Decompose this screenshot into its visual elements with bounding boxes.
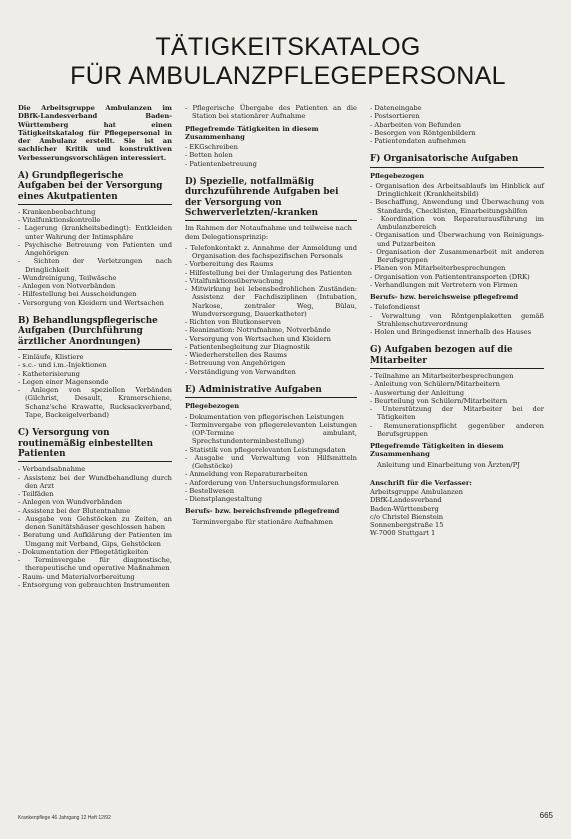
list-item: - Patientenbetreuung xyxy=(185,160,357,168)
list-item: - Vitalfunktionskontrolle xyxy=(18,216,172,224)
list-item: - s.c.- und i.m.-Injektionen xyxy=(18,361,172,369)
list-item: - Teilnahme an Mitarbeiterbesprechungen xyxy=(370,372,544,380)
section-g-list xyxy=(370,372,544,438)
list-item: - Ausgabe und Verwaltung von Hilfsmitteln (Gehstöcke) xyxy=(185,454,357,471)
list-item: - Beratung und Aufklärung der Patienten im Umgang mit Verband, Gips, Gehstöcken xyxy=(18,531,172,548)
section-c-list xyxy=(18,465,172,589)
journal-footer: Krankenpflege 46 Jahrgang 12 Heft 12/92 xyxy=(18,815,111,821)
list-item: - Anmeldung von Reparaturarbeiten xyxy=(185,470,357,478)
section-a-heading: A) Grundpflegerische Aufgaben bei der Versorgung eines Akutpatienten xyxy=(18,171,172,205)
list-item: - Terminvergabe von pflegerelevanten Leistungen (OP-Termine ambulant, Sprechstundenterminbestellung) xyxy=(185,421,357,446)
section-b-list xyxy=(18,353,172,419)
list-item: - Anleitung von Schülern/Mitarbeitern xyxy=(370,380,544,388)
list-item: - Wundreinigung, Teilwäsche xyxy=(18,274,172,282)
section-g-sub-2: Pflegefremde Tätigkeiten in diesem Zusammenhang xyxy=(370,442,504,459)
list-item: - Statistik von pflegerelevanten Leistungsdaten xyxy=(185,446,357,454)
list-item: - Entsorgung von gebrauchten Instrumenten xyxy=(18,581,172,589)
list-item: - Verständigung von Verwandten xyxy=(185,368,357,376)
list-item: - Hilfestellung bei Ausscheidungen xyxy=(18,290,172,298)
address-line: W-7000 Stuttgart 1 xyxy=(370,529,436,538)
column-2 xyxy=(185,104,357,528)
list-item: - Koordination von Reparaturausführung im Ambulanzbereich xyxy=(370,215,544,232)
list-item: - Wiederherstellen des Raums xyxy=(185,351,357,359)
page-number: 665 xyxy=(539,811,553,820)
section-f-heading: F) Organisatorische Aufgaben xyxy=(370,154,544,167)
list-item: - Terminvergabe für diagnostische, therapeutische und operative Maßnahmen xyxy=(18,556,172,573)
list-item: - Telefonkontakt z. Annahme der Anmeldung und Organisation des fachspezifischen Personals xyxy=(185,244,357,261)
list-item: - Planen von Mitarbeiterbesprechungen xyxy=(370,264,544,272)
list-item: - Anlegen von speziellen Verbänden (Gilchrist, Desault, Kramerschiene, Schanz'sche Krawatte, Rucksackverband, Tape, Backeigelverband) xyxy=(18,386,172,419)
intro-paragraph: Die Arbeitsgruppe Ambulanzen im DBfK-Landesverband Baden-Württemberg hat einen Tätigkeitskatalog für Pflegepersonal in der Ambulanz erstellt. Sie ist an sachlicher Kritik und konstruktiven Verbesserungsvorschlägen interessiert. xyxy=(18,104,172,162)
list-item: - Dokumentation von pflegerischen Leistungen xyxy=(185,413,357,421)
list-item: - Postsortieren xyxy=(370,112,544,120)
section-f-sub-2: Berufs- bzw. bereichsweise pflegefremd xyxy=(370,293,519,302)
list-item: - Verwaltung von Röntgenplaketten gemäß Strahlenschutzverordnung xyxy=(370,312,544,329)
list-item: - Psychische Betreuung von Patienten und Angehörigen xyxy=(18,241,172,258)
list-item: - Richten von Blutkonserven xyxy=(185,318,357,326)
list-item: - Katheterisierung xyxy=(18,370,172,378)
section-f-list-2 xyxy=(370,303,544,336)
list-item: - Organisation von Patiententransporten (DRK) xyxy=(370,273,544,281)
author-address xyxy=(370,479,544,538)
list-item: Anleitung und Einarbeitung von Ärzten/PJ xyxy=(377,460,520,469)
list-item: - Anlegen von Wundverbänden xyxy=(18,498,172,506)
list-item: - Dienstplangestaltung xyxy=(185,495,357,503)
section-e-list-1 xyxy=(185,413,357,504)
section-d-list xyxy=(185,244,357,376)
list-item: - Teilfäden xyxy=(18,490,172,498)
list-item: - Besorgen von Röntgenbildern xyxy=(370,129,544,137)
author-address-heading: Anschrift für die Verfasser: xyxy=(370,478,472,487)
section-g-list-2 xyxy=(370,461,544,469)
list-item: - Remunerationspflicht gegenüber anderen Berufsgruppen xyxy=(370,422,544,439)
section-b-heading: B) Behandlungspflegerische Aufgaben (Durchführung ärztlicher Anordnungen) xyxy=(18,316,172,350)
list-item: - Mitwirkung bei lebensbedrohlichen Zuständen: Assistenz der Fachdisziplinen (Intubation, Narkose, zentraler Weg, Bülau, Wundversorgung, Dauerkatheter) xyxy=(185,285,357,318)
title-line-2: FÜR AMBULANZPFLEGEPERSONAL xyxy=(70,62,506,90)
list-item: - Unterstützung der Mitarbeiter bei der Tätigkeiten xyxy=(370,405,544,422)
page-title xyxy=(28,33,548,91)
section-c-heading: C) Versorgung von routinemäßig einbestellten Patienten xyxy=(18,428,172,462)
list-item: - Legen einer Magensonde xyxy=(18,378,172,386)
list-item: - Abarbeiten von Befunden xyxy=(370,121,544,129)
list-item: - Vitalfunktionsüberwachung xyxy=(185,277,357,285)
address-line: Arbeitsgruppe Ambulanzen xyxy=(370,488,463,497)
list-item: - Raum- und Materialvorbereitung xyxy=(18,573,172,581)
list-item: - Dateneingabe xyxy=(370,104,544,112)
list-item: - Patientendaten aufnehmen xyxy=(370,137,544,145)
list-item: - Vorbereitung des Raums xyxy=(185,260,357,268)
list-item: - Organisation der Zusammenarbeit mit anderen Berufsgruppen xyxy=(370,248,544,265)
column-3 xyxy=(370,104,544,538)
list-item: - Sichten der Verletzungen nach Dringlichkeit xyxy=(18,257,172,274)
address-line: DBfK-Landesverband xyxy=(370,496,442,505)
list-item: - Anforderung von Untersuchungsformularen xyxy=(185,479,357,487)
list-item: - Verbandsabnahme xyxy=(18,465,172,473)
column-2-continued-list xyxy=(185,104,357,121)
list-item: - Versorgung von Kleidern und Wertsachen xyxy=(18,299,172,307)
section-d-lead: Im Rahmen der Notaufnahme und teilweise nach dem Delegationsprinzip: xyxy=(185,224,352,241)
list-item: - Beschaffung, Anwendung und Überwachung von Standards, Checklisten, Einarbeitungshilfen xyxy=(370,198,544,215)
address-line: Baden-Württemberg xyxy=(370,504,439,513)
list-item: - Betreuung von Angehörigen xyxy=(185,359,357,367)
address-line: Sonnenbergstraße 15 xyxy=(370,521,444,530)
list-item: Terminvergabe für stationäre Aufnahmen xyxy=(192,517,333,526)
list-item: - Organisation des Arbeitsablaufs im Hinblick auf Dringlichkeit (Krankheitsbild) xyxy=(370,182,544,199)
list-item: - Dokumentation der Pflegetätigkeiten xyxy=(18,548,172,556)
list-item: - Krankenbeobachtung xyxy=(18,208,172,216)
list-item: - Organisation und Überwachung von Reinigungs- und Putzarbeiten xyxy=(370,231,544,248)
list-item: - Beurteilung von Schülern/Mitarbeitern xyxy=(370,397,544,405)
section-e-heading: E) Administrative Aufgaben xyxy=(185,385,357,398)
list-item: - Assistenz bei der Blutentnahme xyxy=(18,507,172,515)
list-item: - EKGschreiben xyxy=(185,143,357,151)
section-g-heading: G) Aufgaben bezogen auf die Mitarbeiter xyxy=(370,345,544,369)
address-line: c/o Christel Bienstein xyxy=(370,512,444,521)
list-item: - Lagerung (krankheitsbedingt): Entkleiden unter Wahrung der Intimsphäre xyxy=(18,224,172,241)
section-a-list xyxy=(18,208,172,307)
list-item: - Verhandlungen mit Vertretern von Firmen xyxy=(370,281,544,289)
list-item: - Holen und Bringedienst innerhalb des Hauses xyxy=(370,328,544,336)
column-1 xyxy=(18,104,172,591)
section-f-sub-1: Pflegebezogen xyxy=(370,171,425,180)
section-e-sub-1: Pflegebezogen xyxy=(185,402,240,411)
list-item: - Ausgabe von Gehstöcken zu Zeiten, an denen Sanitätshäuser geschlossen haben xyxy=(18,515,172,532)
section-e-list-2 xyxy=(185,518,357,526)
unrelated-tasks-heading: Pflegefremde Tätigkeiten in diesem Zusammenhang xyxy=(185,124,319,141)
list-item: - Bestellwesen xyxy=(185,487,357,495)
list-item: - Betten holen xyxy=(185,151,357,159)
list-item: - Patientenbegleitung zur Diagnostik xyxy=(185,343,357,351)
title-line-1: TÄTIGKEITSKATALOG xyxy=(155,33,421,61)
unrelated-tasks-list xyxy=(185,143,357,168)
column-3-continued-list xyxy=(370,104,544,145)
list-item: - Anlegen von Notverbänden xyxy=(18,282,172,290)
list-item: - Reanimation: Notrufnahme, Notverbände xyxy=(185,326,357,334)
list-item: - Auswertung der Anleitung xyxy=(370,389,544,397)
author-address-lines xyxy=(370,488,544,538)
section-d-heading: D) Spezielle, notfallmäßig durchzuführende Aufgaben bei der Versorgung von Schwerverletzten/-kranken xyxy=(185,177,357,222)
list-item: - Versorgung von Wertsachen und Kleidern xyxy=(185,335,357,343)
list-item: - Assistenz bei der Wundbehandlung durch den Arzt xyxy=(18,474,172,491)
section-f-list-1 xyxy=(370,182,544,289)
section-e-sub-2: Berufs- bzw. bereichsfremde pflegefremd xyxy=(185,507,340,516)
list-item: - Einläufe, Klistiere xyxy=(18,353,172,361)
list-item: - Pflegerische Übergabe des Patienten an die Station bei stationärer Aufnahme xyxy=(185,104,357,121)
list-item: - Telefondienst xyxy=(370,303,544,311)
list-item: - Hilfestellung bei der Umlagerung des Patienten xyxy=(185,269,357,277)
